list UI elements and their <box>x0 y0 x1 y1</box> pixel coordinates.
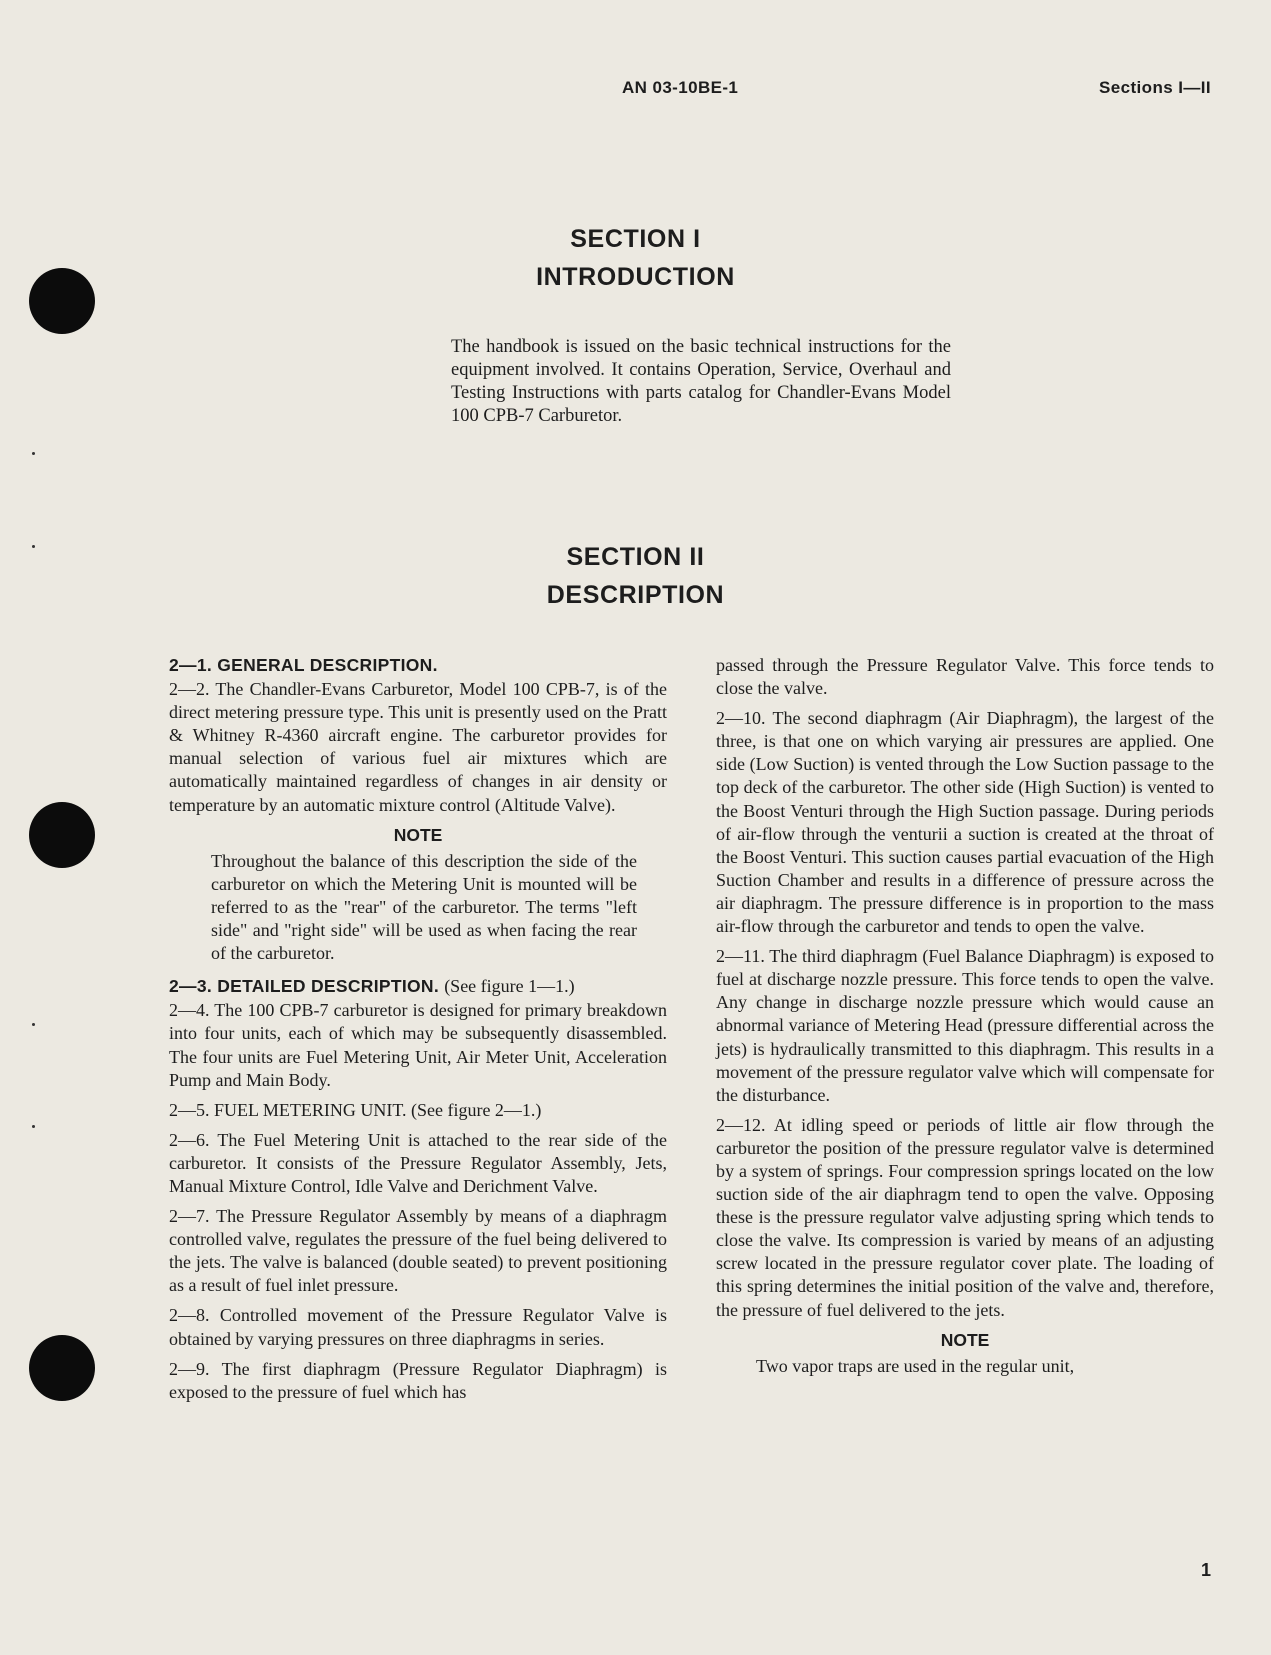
note-title: NOTE <box>393 824 443 845</box>
section-2-number: SECTION II <box>566 543 705 571</box>
section-2-title: DESCRIPTION <box>546 581 725 609</box>
paragraph-2-12: 2—12. At idling speed or periods of little air flow through the carburetor the position of the pressure regulator valve is determined by a system of springs. Four compression springs located on the low suction side of the air diaphragm tend to open the valve. Opposing these is the pressure regulator valve adjusting spring which tends to close the valve. Its compression is varied by means of an adjusting screw located in the pressure regulator cover plate. The loading of this spring determines the initial position of the valve and, therefore, the pressure of fuel delivered to the jets. <box>716 1114 1214 1320</box>
heading-2-3 <box>169 975 667 998</box>
paragraph-2-7: 2—7. The Pressure Regulator Assembly by means of a diaphragm controlled valve, regulates the pressure of the fuel being delivered to the jets. The valve is balanced (double seated) to prevent positioning as a result of fuel inlet pressure. <box>169 1206 667 1296</box>
paragraph-2-11: 2—11. The third diaphragm (Fuel Balance Diaphragm) is exposed to fuel at discharge nozzle pressure. This force tends to open the valve. Any change in discharge nozzle pressure which would cause an abnormal variance of Metering Head (pressure differential across the jets) is hydraulically transmitted to this diaphragm. This results in a movement of the pressure regulator valve which will compensate for the disturbance. <box>716 946 1214 1105</box>
right-column <box>716 654 1214 1378</box>
binder-hole <box>29 1335 95 1401</box>
page-number: 1 <box>1200 1560 1211 1580</box>
section-2-heading <box>0 538 1271 614</box>
heading-2-3-figure-ref: (See figure 1—1.) <box>444 976 575 997</box>
section-1-title: INTRODUCTION <box>536 263 735 291</box>
paragraph-2-10: 2—10. The second diaphragm (Air Diaphragm), the largest of the three, is that one on which varying air pressures are applied. One side (Low Suction) is vented through the Low Suction passage to the top deck of the carburetor. The other side (High Suction) is vented to the Boost Venturi through the High Suction passage. During periods of air-flow through the venturii a suction is created at the throat of the Boost Venturi. This suction causes partial evacuation of the High Suction Chamber and results in a difference of pressure across the air diaphragm. The pressure difference is in proportion to the mass air-flow through the carburetor and tends to open the valve. <box>716 708 1214 937</box>
scan-speck <box>32 1023 35 1026</box>
scan-speck <box>32 452 35 455</box>
section-range: Sections I—II <box>1099 78 1211 97</box>
binder-hole <box>29 802 95 868</box>
section-1-number: SECTION I <box>570 225 701 253</box>
heading-2-1: 2—1. GENERAL DESCRIPTION. <box>169 655 438 675</box>
introduction-paragraph: The handbook is issued on the basic technical instructions for the equipment involved. It contains Operation, Service, Overhaul and Testing Instructions with parts catalog for Chandler-Evans Model 100 CPB-7 Carburetor. <box>451 337 951 426</box>
note-body: Throughout the balance of this description the side of the carburetor on which the Metering Unit is mounted will be referred to as the "rear" of the carburetor. The terms "left side" and "right side" will be used as when facing the rear of the carburetor. <box>211 850 637 964</box>
note-body: Two vapor traps are used in the regular unit, <box>756 1355 1075 1376</box>
paragraph-2-4: 2—4. The 100 CPB-7 carburetor is designed for primary breakdown into four units, each of which may be subsequently disassembled. The four units are Fuel Metering Unit, Air Meter Unit, Acceleration Pump and Main Body. <box>169 1000 667 1090</box>
paragraph-2-2: 2—2. The Chandler-Evans Carburetor, Model 100 CPB-7, is of the direct metering pressure type. This unit is presently used on the Pratt & Whitney R-4360 aircraft engine. The carburetor provides for manual selection of various fuel air mixtures which are automatically maintained regardless of changes in air density or temperature by an automatic mixture control (Altitude Valve). <box>169 679 667 815</box>
left-column <box>169 654 667 1404</box>
scan-speck <box>32 1125 35 1128</box>
paragraph-2-6: 2—6. The Fuel Metering Unit is attached to the rear side of the carburetor. It consists of the Pressure Regulator Assembly, Jets, Manual Mixture Control, Idle Valve and Derichment Valve. <box>169 1129 667 1196</box>
paragraph-2-9-continued: passed through the Pressure Regulator Valve. This force tends to close the valve. <box>716 655 1214 699</box>
heading-2-3-text: 2—3. DETAILED DESCRIPTION. <box>169 976 440 997</box>
document-number: AN 03-10BE-1 <box>622 78 739 97</box>
paragraph-2-5: 2—5. FUEL METERING UNIT. (See figure 2—1.) <box>169 1099 542 1120</box>
paragraph-2-9: 2—9. The first diaphragm (Pressure Regulator Diaphragm) is exposed to the pressure of fuel which has <box>169 1358 667 1402</box>
paragraph-2-8: 2—8. Controlled movement of the Pressure Regulator Valve is obtained by varying pressures on three diaphragms in series. <box>169 1305 667 1349</box>
introduction-text <box>451 336 951 428</box>
note-title: NOTE <box>940 1329 990 1350</box>
section-1-heading <box>0 220 1271 296</box>
